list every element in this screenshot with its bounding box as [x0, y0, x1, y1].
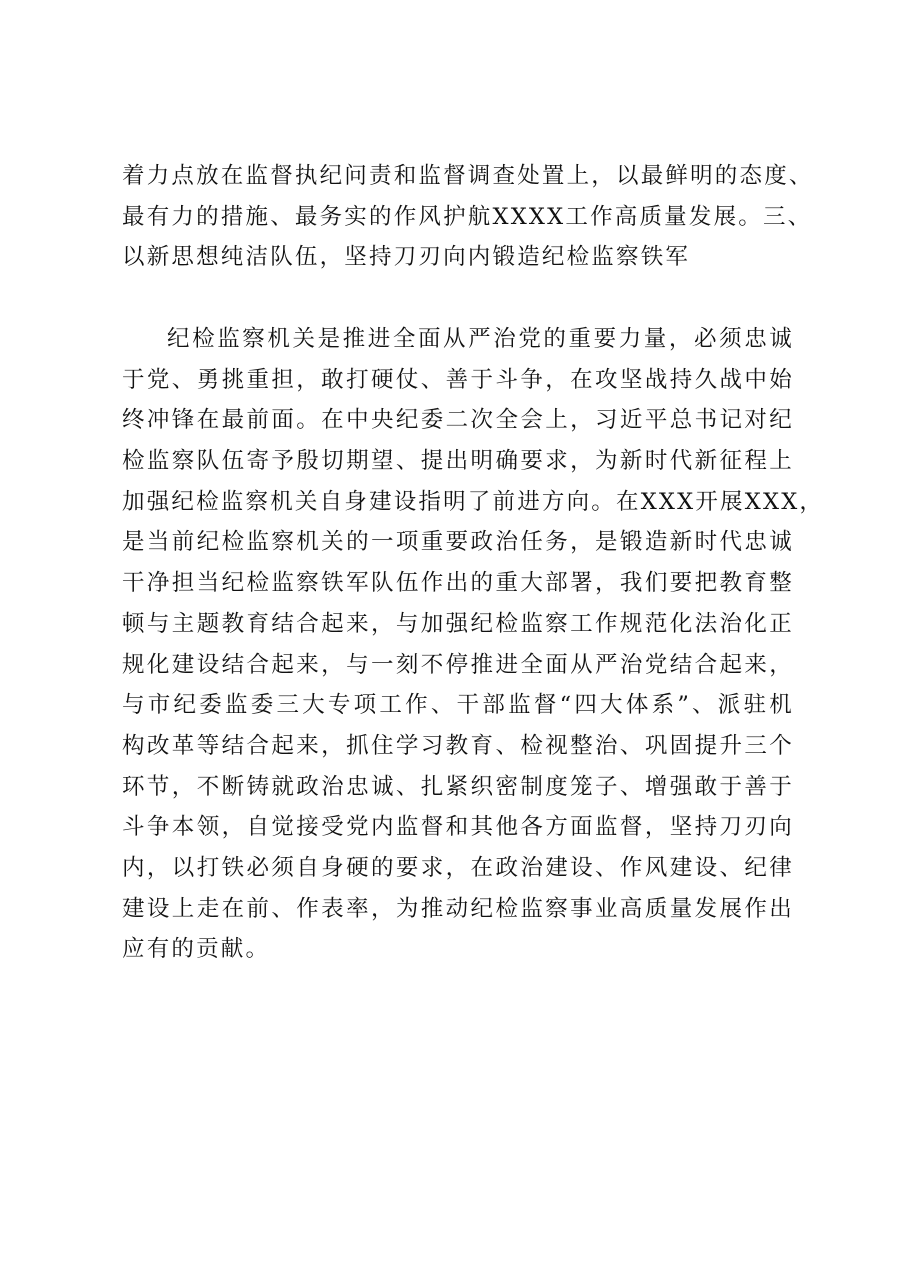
- text-line: 建设上走在前、作表率，为推动纪检监察事业高质量发展作出: [122, 895, 794, 922]
- text-line: 最有力的措施、最务实的作风护航XXXX工作高质量发展。三、: [122, 203, 813, 230]
- paragraph-continuation: [122, 156, 814, 278]
- text-line: 纪检监察机关是推进全面从严治党的重要力量，必须忠诚: [167, 326, 794, 352]
- section-heading-line: 以新思想纯洁队伍，坚持刀刃向内锻造纪检监察铁军: [122, 244, 691, 271]
- text-line: 加强纪检监察机关自身建设指明了前进方向。在XXX开展XXX，: [122, 488, 825, 515]
- text-line: 着力点放在监督执纪问责和监督调查处置上，以最鲜明的态度、: [122, 163, 814, 189]
- text-line: 是当前纪检监察机关的一项重要政治任务，是锻造新时代忠诚: [122, 529, 794, 556]
- text-line: 斗争本领，自觉接受党内监督和其他各方面监督，坚持刀刃向: [122, 814, 794, 841]
- text-line: 与市纪委监委三大专项工作、干部监督“四大体系”、派驻机: [122, 692, 794, 719]
- text-line: 内，以打铁必须自身硬的要求，在政治建设、作风建设、纪律: [122, 854, 794, 881]
- text-line: 构改革等结合起来，抓住学习教育、检视整治、巩固提升三个: [122, 732, 794, 759]
- text-line: 规化建设结合起来，与一刻不停推进全面从严治党结合起来，: [122, 651, 794, 678]
- text-line: 顿与主题教育结合起来，与加强纪检监察工作规范化法治化正: [122, 610, 794, 637]
- paragraph-body: [122, 319, 825, 970]
- text-line: 环节，不断铸就政治忠诚、扎紧织密制度笼子、增强敢于善于: [122, 773, 794, 800]
- text-line: 终冲锋在最前面。在中央纪委二次全会上，习近平总书记对纪: [122, 407, 794, 434]
- text-line: 干净担当纪检监察铁军队伍作出的重大部署，我们要把教育整: [122, 570, 794, 597]
- text-line: 应有的贡献。: [122, 936, 271, 963]
- text-line: 检监察队伍寄予殷切期望、提出明确要求，为新时代新征程上: [122, 448, 794, 475]
- text-line: 于党、勇挑重担，敢打硬仗、善于斗争，在攻坚战持久战中始: [122, 366, 794, 393]
